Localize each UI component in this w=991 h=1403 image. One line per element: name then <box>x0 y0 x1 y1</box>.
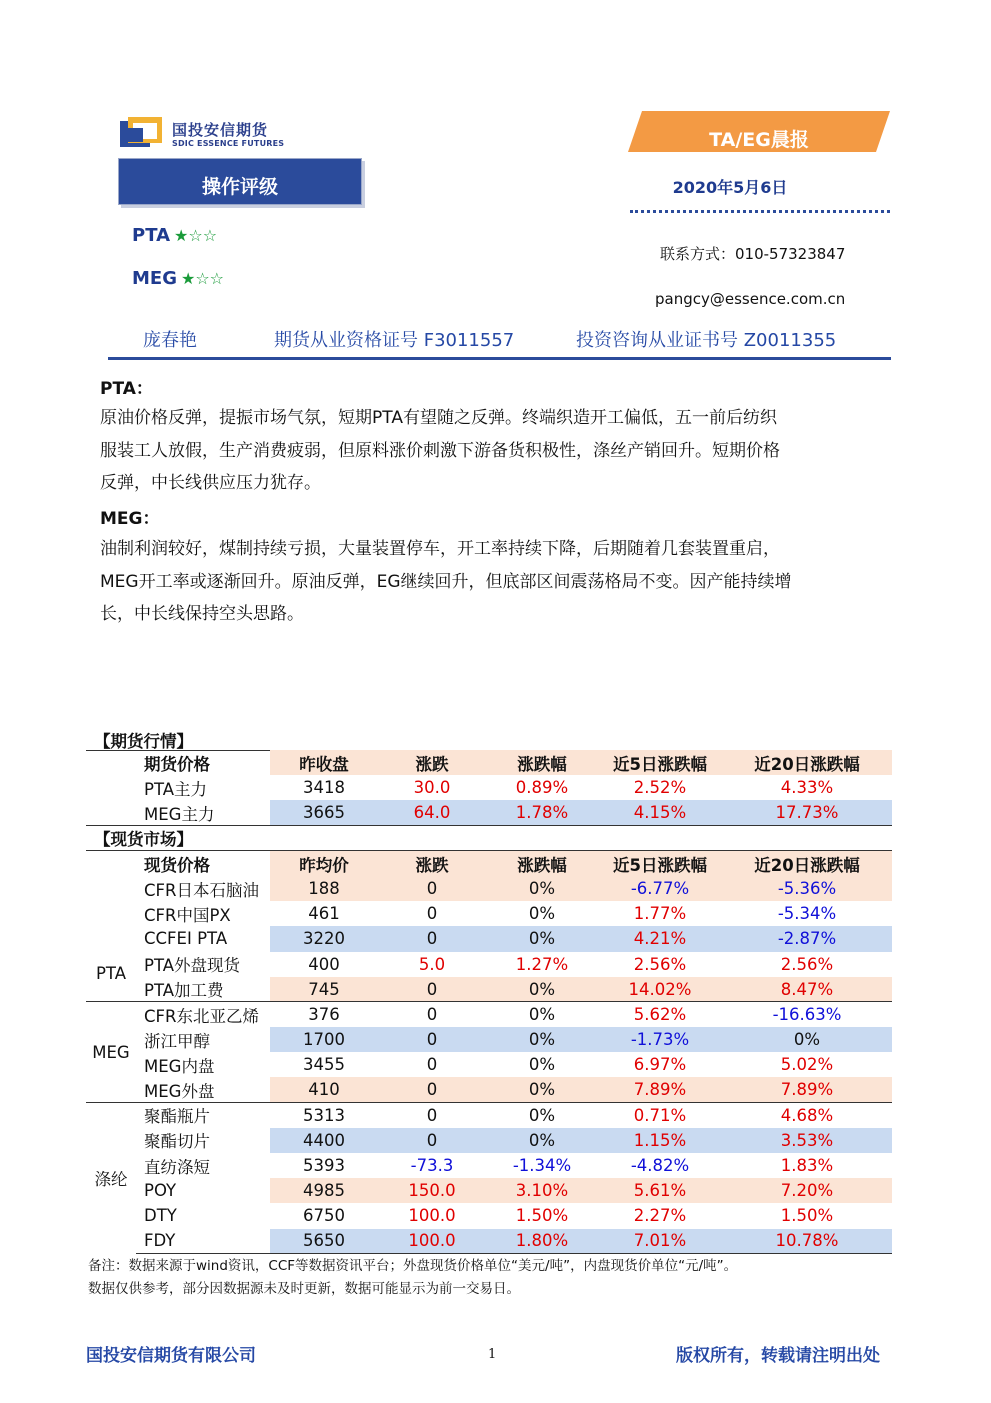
column-header: 昨收盘 <box>270 750 378 775</box>
value-cell: 0.71% <box>598 1103 722 1128</box>
table-row <box>86 1077 892 1102</box>
table-row <box>86 775 892 800</box>
group-label <box>86 775 136 800</box>
value-cell: 4400 <box>270 1128 378 1153</box>
value-cell: 0% <box>486 1128 598 1153</box>
logo-en-text: SDIC ESSENCE FUTURES <box>172 139 285 148</box>
table-row <box>86 1027 892 1052</box>
value-cell: 100.0 <box>408 1206 456 1226</box>
value-cell: 150.0 <box>378 1178 486 1203</box>
column-header: 期货价格 <box>144 754 210 774</box>
row-label: MEG主力 <box>144 804 215 824</box>
pta-line: 反弹，中长线供应压力犹存。 <box>100 473 321 493</box>
row-label: MEG外盘 <box>144 1081 215 1101</box>
value-cell: 0 <box>378 977 486 1002</box>
table-row <box>86 876 892 901</box>
pta-line: 服装工人放假，生产消费疲弱，但原料涨价刺激下游备货积极性，涤丝产销回升。短期价格 <box>100 440 780 461</box>
futures-section-title: 【期货行情】 <box>94 732 193 751</box>
report-banner <box>628 111 890 152</box>
value-cell: 1.78% <box>486 800 598 825</box>
value-cell: 6.97% <box>633 1055 687 1075</box>
report-date: 2020年5月6日 <box>672 178 788 197</box>
value-cell: 376 <box>270 1002 378 1027</box>
value-cell: 0 <box>378 1027 486 1052</box>
value-cell: 2.27% <box>633 1206 687 1226</box>
table-row <box>86 901 892 926</box>
value-cell: 5393 <box>303 1156 345 1176</box>
value-cell: 0% <box>528 1055 556 1075</box>
row-label: 聚酯瓶片 <box>136 1103 270 1128</box>
market-data-body <box>86 750 892 1254</box>
table-row <box>86 926 892 951</box>
value-cell: 7.01% <box>598 1229 722 1254</box>
value-cell: 0% <box>486 1077 598 1102</box>
column-header: 近20日涨跌幅 <box>722 750 892 775</box>
value-cell: 1.50% <box>780 1206 834 1226</box>
section-title-pta: PTA： <box>100 379 153 399</box>
value-cell: -1.34% <box>512 1156 572 1176</box>
spot-section-title: 【现货市场】 <box>86 826 892 851</box>
table-row <box>86 1103 892 1128</box>
value-cell: 30.0 <box>413 778 451 798</box>
page-number: 1 <box>488 1347 497 1362</box>
value-cell: 2.56% <box>780 954 834 974</box>
pta-line: 原油价格反弹，提振市场气氛，短期PTA有望随之反弹。终端织造开工偏低，五一前后纺织 <box>100 408 777 428</box>
row-label: 直纺涤短 <box>144 1157 210 1177</box>
value-cell: 1.83% <box>780 1156 834 1176</box>
column-header: 涨跌幅 <box>486 750 598 775</box>
meg-line: 油制利润较好，煤制持续亏损，大量装置停车，开工率持续下降，后期随着几套装置重启， <box>100 539 780 559</box>
section-body-meg <box>100 533 890 631</box>
value-cell: 0% <box>486 1027 598 1052</box>
contact-phone: 联系方式：010-57323847 <box>660 245 846 263</box>
value-cell: 1.80% <box>486 1229 598 1254</box>
analyst-consult-cert: 投资咨询从业证书号 Z0011355 <box>576 330 837 351</box>
value-cell: 4.15% <box>598 800 722 825</box>
value-cell: -5.34% <box>777 904 837 924</box>
logo-cn-text: 国投安信期货 <box>172 121 269 139</box>
value-cell: 0% <box>528 904 556 924</box>
value-cell: 2.56% <box>633 954 687 974</box>
rating-pta-name: PTA <box>132 225 171 246</box>
rating-title: 操作评级 <box>201 176 278 198</box>
dotted-divider <box>630 210 890 213</box>
rating-meg-name: MEG <box>132 268 177 289</box>
row-label: DTY <box>144 1206 177 1226</box>
value-cell: 0% <box>486 1103 598 1128</box>
column-header: 涨跌 <box>378 750 486 775</box>
value-cell: 6750 <box>303 1206 345 1226</box>
value-cell: 0% <box>486 876 598 901</box>
value-cell: 3418 <box>303 778 345 798</box>
value-cell: 4985 <box>270 1178 378 1203</box>
value-cell: 5.61% <box>598 1178 722 1203</box>
value-cell: 2.52% <box>633 778 687 798</box>
logo-mark-icon <box>120 117 164 151</box>
value-cell: 0% <box>486 1002 598 1027</box>
row-label: 聚酯切片 <box>144 1132 210 1152</box>
futures-header-row <box>86 750 892 775</box>
value-cell: 1.15% <box>598 1128 722 1153</box>
section-body-pta <box>100 402 890 500</box>
value-cell: 4.68% <box>722 1103 892 1128</box>
value-cell: 14.02% <box>598 977 722 1002</box>
value-cell: -6.77% <box>598 876 722 901</box>
value-cell: 0 <box>426 1055 438 1075</box>
meg-line: 长，中长线保持空头思路。 <box>100 604 304 624</box>
banner-title: TA/EG晨报 <box>709 129 809 151</box>
table-row <box>86 1203 892 1228</box>
value-cell: 0 <box>426 904 438 924</box>
value-cell: -4.82% <box>630 1156 690 1176</box>
value-cell: -5.36% <box>722 876 892 901</box>
value-cell: 4.21% <box>598 926 722 951</box>
row-label: PTA主力 <box>144 779 208 799</box>
table-row <box>86 1178 892 1203</box>
column-header: 近20日涨跌幅 <box>722 851 892 876</box>
rating-pta-stars: ★☆☆ <box>174 226 218 245</box>
value-cell: 3665 <box>270 800 378 825</box>
row-label: CCFEI PTA <box>144 929 228 949</box>
column-header: 涨跌 <box>378 851 486 876</box>
rating-title-box <box>118 158 362 205</box>
value-cell: -16.63% <box>722 1002 892 1027</box>
value-cell: 10.78% <box>722 1229 892 1254</box>
footer-copyright: 版权所有，转载请注明出处 <box>676 1346 880 1366</box>
value-cell: 1.27% <box>515 954 569 974</box>
value-cell: 5313 <box>270 1103 378 1128</box>
value-cell: 5650 <box>270 1229 378 1254</box>
group-label <box>86 800 136 825</box>
column-header: 涨跌幅 <box>486 851 598 876</box>
value-cell: 0.89% <box>515 778 569 798</box>
rating-meg-stars: ★☆☆ <box>180 269 225 288</box>
table-row <box>86 977 892 1002</box>
column-header: 昨均价 <box>270 851 378 876</box>
value-cell: 5.02% <box>780 1055 834 1075</box>
value-cell: -1.73% <box>598 1027 722 1052</box>
value-cell: 7.89% <box>598 1077 722 1102</box>
row-label: CFR中国PX <box>144 905 231 925</box>
value-cell: 17.73% <box>722 800 892 825</box>
group-label: PTA <box>95 964 127 984</box>
section-title-meg: MEG： <box>100 509 160 529</box>
table-row <box>86 952 892 977</box>
value-cell: 0% <box>722 1027 892 1052</box>
value-cell: 0 <box>378 1103 486 1128</box>
group-label: MEG <box>86 1002 136 1103</box>
group-label: 涤纶 <box>86 1103 136 1254</box>
spot-section-title-row <box>86 826 892 851</box>
meg-line: MEG开工率或逐渐回升。原油反弹，EG继续回升，但底部区间震荡格局不变。因产能持续增 <box>100 571 792 592</box>
value-cell: 5.0 <box>418 954 446 974</box>
value-cell: 188 <box>270 876 378 901</box>
value-cell: -2.87% <box>722 926 892 951</box>
column-header: 近5日涨跌幅 <box>598 750 722 775</box>
table-row <box>86 1153 892 1178</box>
column-header: 近5日涨跌幅 <box>598 851 722 876</box>
value-cell: 0 <box>378 1002 486 1027</box>
value-cell: 100.0 <box>378 1229 486 1254</box>
value-cell: 4.33% <box>780 778 834 798</box>
value-cell: 0% <box>486 926 598 951</box>
group-cell <box>86 750 136 775</box>
value-cell: -73.3 <box>410 1156 454 1176</box>
rating-meg <box>132 268 224 289</box>
value-cell: 0 <box>378 1128 486 1153</box>
row-label: POY <box>144 1181 177 1201</box>
table-row <box>86 1229 892 1254</box>
value-cell: 0% <box>486 977 598 1002</box>
column-header: 现货价格 <box>136 851 270 876</box>
company-logo <box>120 115 320 155</box>
note-line-1: 备注：数据来源于wind资讯，CCF等数据资讯平台；外盘现货价格单位“美元/吨”，内盘现货价单位“元/吨”。 <box>88 1258 738 1274</box>
value-cell: 745 <box>270 977 378 1002</box>
analyst-name: 庞春艳 <box>143 330 197 351</box>
value-cell: 1.77% <box>633 904 687 924</box>
row-label: 浙江甲醇 <box>144 1031 210 1051</box>
value-cell: 1700 <box>270 1027 378 1052</box>
row-label: FDY <box>136 1229 270 1254</box>
table-row <box>86 800 892 825</box>
value-cell: 7.89% <box>722 1077 892 1102</box>
footer-company: 国投安信期货有限公司 <box>86 1346 256 1366</box>
value-cell: 3220 <box>270 926 378 951</box>
note-line-2: 数据仅供参考，部分因数据源未及时更新，数据可能显示为前一交易日。 <box>88 1281 520 1297</box>
row-label: MEG内盘 <box>144 1056 215 1076</box>
table-row <box>86 1052 892 1077</box>
contact-email: pangcy@essence.com.cn <box>655 290 846 308</box>
value-cell: 461 <box>308 904 340 924</box>
value-cell: 0 <box>378 1077 486 1102</box>
value-cell: 7.20% <box>722 1178 892 1203</box>
rating-pta <box>132 225 217 246</box>
table-row <box>86 1002 892 1027</box>
value-cell: 64.0 <box>378 800 486 825</box>
row-label: PTA加工费 <box>144 981 224 1001</box>
value-cell: 0 <box>378 876 486 901</box>
analyst-futures-cert: 期货从业资格证号 F3011557 <box>274 330 515 351</box>
value-cell: 410 <box>270 1077 378 1102</box>
value-cell: 400 <box>308 954 340 974</box>
row-label: CFR东北亚乙烯 <box>136 1002 270 1027</box>
header-divider <box>108 357 891 360</box>
value-cell: 5.62% <box>598 1002 722 1027</box>
table-row <box>86 1128 892 1153</box>
value-cell: 0 <box>378 926 486 951</box>
value-cell: 1.50% <box>515 1206 569 1226</box>
value-cell: 3.53% <box>722 1128 892 1153</box>
group-cell <box>86 851 136 876</box>
row-label: PTA外盘现货 <box>144 956 241 976</box>
market-data-table <box>86 750 892 1254</box>
row-label: CFR日本石脑油 <box>144 880 259 900</box>
value-cell: 8.47% <box>722 977 892 1002</box>
spot-header-row <box>86 851 892 876</box>
value-cell: 3455 <box>303 1055 345 1075</box>
value-cell: 3.10% <box>486 1178 598 1203</box>
